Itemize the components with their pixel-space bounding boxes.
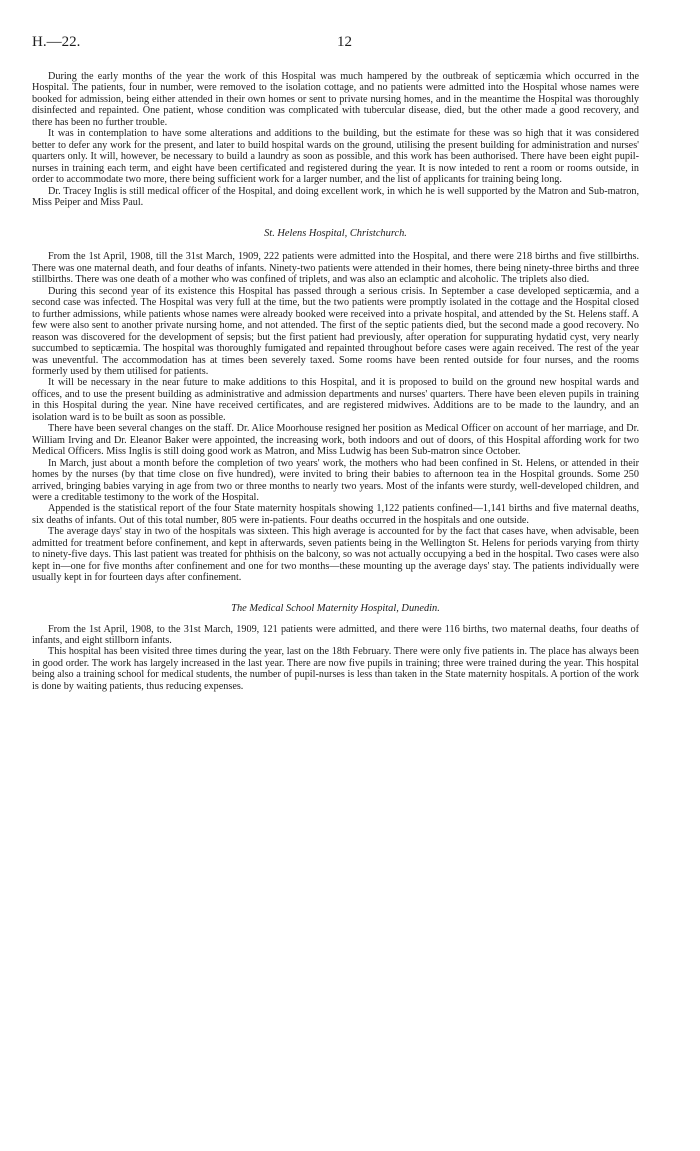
- paragraph: From the 1st April, 1908, to the 31st March, 1909, 121 patients were admitted, and there were 116 births, two maternal deaths, four deaths of infants, and eight stillborn infants.: [32, 623, 639, 647]
- section-st-helens: [32, 251, 639, 583]
- paragraph: The average days' stay in two of the hospitals was sixteen. This high average is accounted for by the fact that cases have, when advisable, been admitted for treatment before confinement, and kept in afterwards, seven patients being in the Wellington St. Helens for periods varying from thirty to ninety-five days. This last patient was treated for phthisis on the balcony, so was not actually occupying a bed in the hospital. Two cases were also kept in—one for five months after confinement and one for two months—these mounting up the average days' stay. The patients individually were usually kept in for fourteen days after confinement.: [32, 526, 639, 584]
- page-header: [32, 34, 639, 54]
- paragraph: From the 1st April, 1908, till the 31st March, 1909, 222 patients were admitted into the Hospital, and there were 218 births and five stillbirths. There was one maternal death, and four deaths of infants. Ninety-two patients were attended in their homes, there being ninety-three births and three stillbirths. There was one death of a mother who was confined of triplets, and was also an eclamptic and alcoholic. The triplets also died.: [32, 251, 639, 286]
- section-heading-dunedin: The Medical School Maternity Hospital, Dunedin.: [231, 602, 440, 614]
- page-content: [32, 71, 639, 692]
- paragraph: This hospital has been visited three times during the year, last on the 18th February. There were only five patients in. The place has always been in good order. The work has largely increased in the last year. There are now five pupils in training; three were trained during the year. This hospital being also a training school for medical students, the number of pupil-nurses is less than taken in the State maternity hospitals. A portion of the work is done by waiting patients, thus reducing expenses.: [32, 646, 639, 692]
- paragraph: It was in contemplation to have some alterations and additions to the building, but the estimate for these was so high that it was considered better to defer any work for the present, and later to build hospital wards on the ground, utilising the present building for administration and nurses' quarters only. It will, however, be necessary to build a laundry as soon as possible, and this work has been authorised. There have been eight pupil-nurses in training each term, and eight have been certificated and registered during the year. It is now inteded to rent a room or rooms outside, in order to accommodate two more, there being sufficient work for a larger number, and the list of applicants for training being long.: [32, 128, 639, 186]
- paragraph: It will be necessary in the near future to make additions to this Hospital, and it is proposed to build on the ground new hospital wards and offices, and to use the present building as administrative and admission departments and nurses' quarters. There have been eleven pupils in training in this Hospital during the year. Nine have received certificates, and are registered midwives. Additions are to be made to the laundry, and an isolation ward is to be built as soon as possible.: [32, 377, 639, 423]
- paragraph: Dr. Tracey Inglis is still medical officer of the Hospital, and doing excellent work, in which he is well supported by the Matron and Sub-matron, Miss Peiper and Miss Paul.: [32, 185, 639, 208]
- section-heading-st-helens: St. Helens Hospital, Christchurch.: [264, 228, 407, 240]
- section-hospital-intro: [32, 71, 639, 208]
- page-number: 12: [337, 34, 352, 50]
- paragraph: Appended is the statistical report of the four State maternity hospitals showing 1,122 patients confined—1,141 births and five maternal deaths, six deaths of infants. Out of this total number, 805 were in-patients. Four deaths occurred in the hospitals and one outside.: [32, 503, 639, 526]
- paragraph: In March, just about a month before the completion of two years' work, the mothers who had been confined in St. Helens, or attended in their homes by the nurses (by that time close on five hundred), were invited to bring their babies to afternoon tea in the Hospital grounds. Some 250 arrived, bringing babies varying in age from two or three months to nearly two years. Most of the infants were sturdy, well-developed children, and were a creditable testimony to the work of the Hospital.: [32, 457, 639, 503]
- paragraph: During this second year of its existence this Hospital has passed through a serious crisis. In September a case developed septicæmia, and a second case was infected. The Hospital was very full at the time, but the two patients were promptly isolated in the cottage and the Hospital closed to further admissions, while patients whose names were already booked were received into a private hospital, and attended by the St. Helens staff. A few were also sent to another private nursing home, and not attended. The first of the septic patients died, but the second made a good recovery. No reason was discovered for the development of sepsis; but the first patient had previously, after operation for suppurating hydatid cyst, very nearly succumbed to septicæmia. The hospital was thoroughly fumigated and repainted throughout before cases were again received. The rest of the year was uneventful. The accommodation has at times been severely taxed. Some rooms have been rented outside for four nurses, and the rooms formerly used by them utilised for patients.: [32, 285, 639, 377]
- paragraph: During the early months of the year the work of this Hospital was much hampered by the outbreak of septicæmia which occurred in the Hospital. The patients, four in number, were removed to the isolation cottage, and no patients were admitted into the Hospital whose names were booked for admission, being either attended in their own homes or sent to private nursing homes, and in the meantime the Hospital was thoroughly disinfected and repainted. One patient, whose condition was complicated with tubercular disease, died, but the other made a good recovery, and there has been no further trouble.: [32, 71, 639, 128]
- document-reference: H.—22.: [32, 34, 81, 50]
- paragraph: There have been several changes on the staff. Dr. Alice Moorhouse resigned her position as Medical Officer on account of her marriage, and Dr. William Irving and Dr. Eleanor Baker were appointed, the increasing work, both indoors and out of doors, of this Hospital affording work for two Medical Officers. Miss Inglis is still doing good work as Matron, and Miss Ludwig has been Sub-matron since October.: [32, 423, 639, 458]
- section-dunedin: [32, 624, 639, 693]
